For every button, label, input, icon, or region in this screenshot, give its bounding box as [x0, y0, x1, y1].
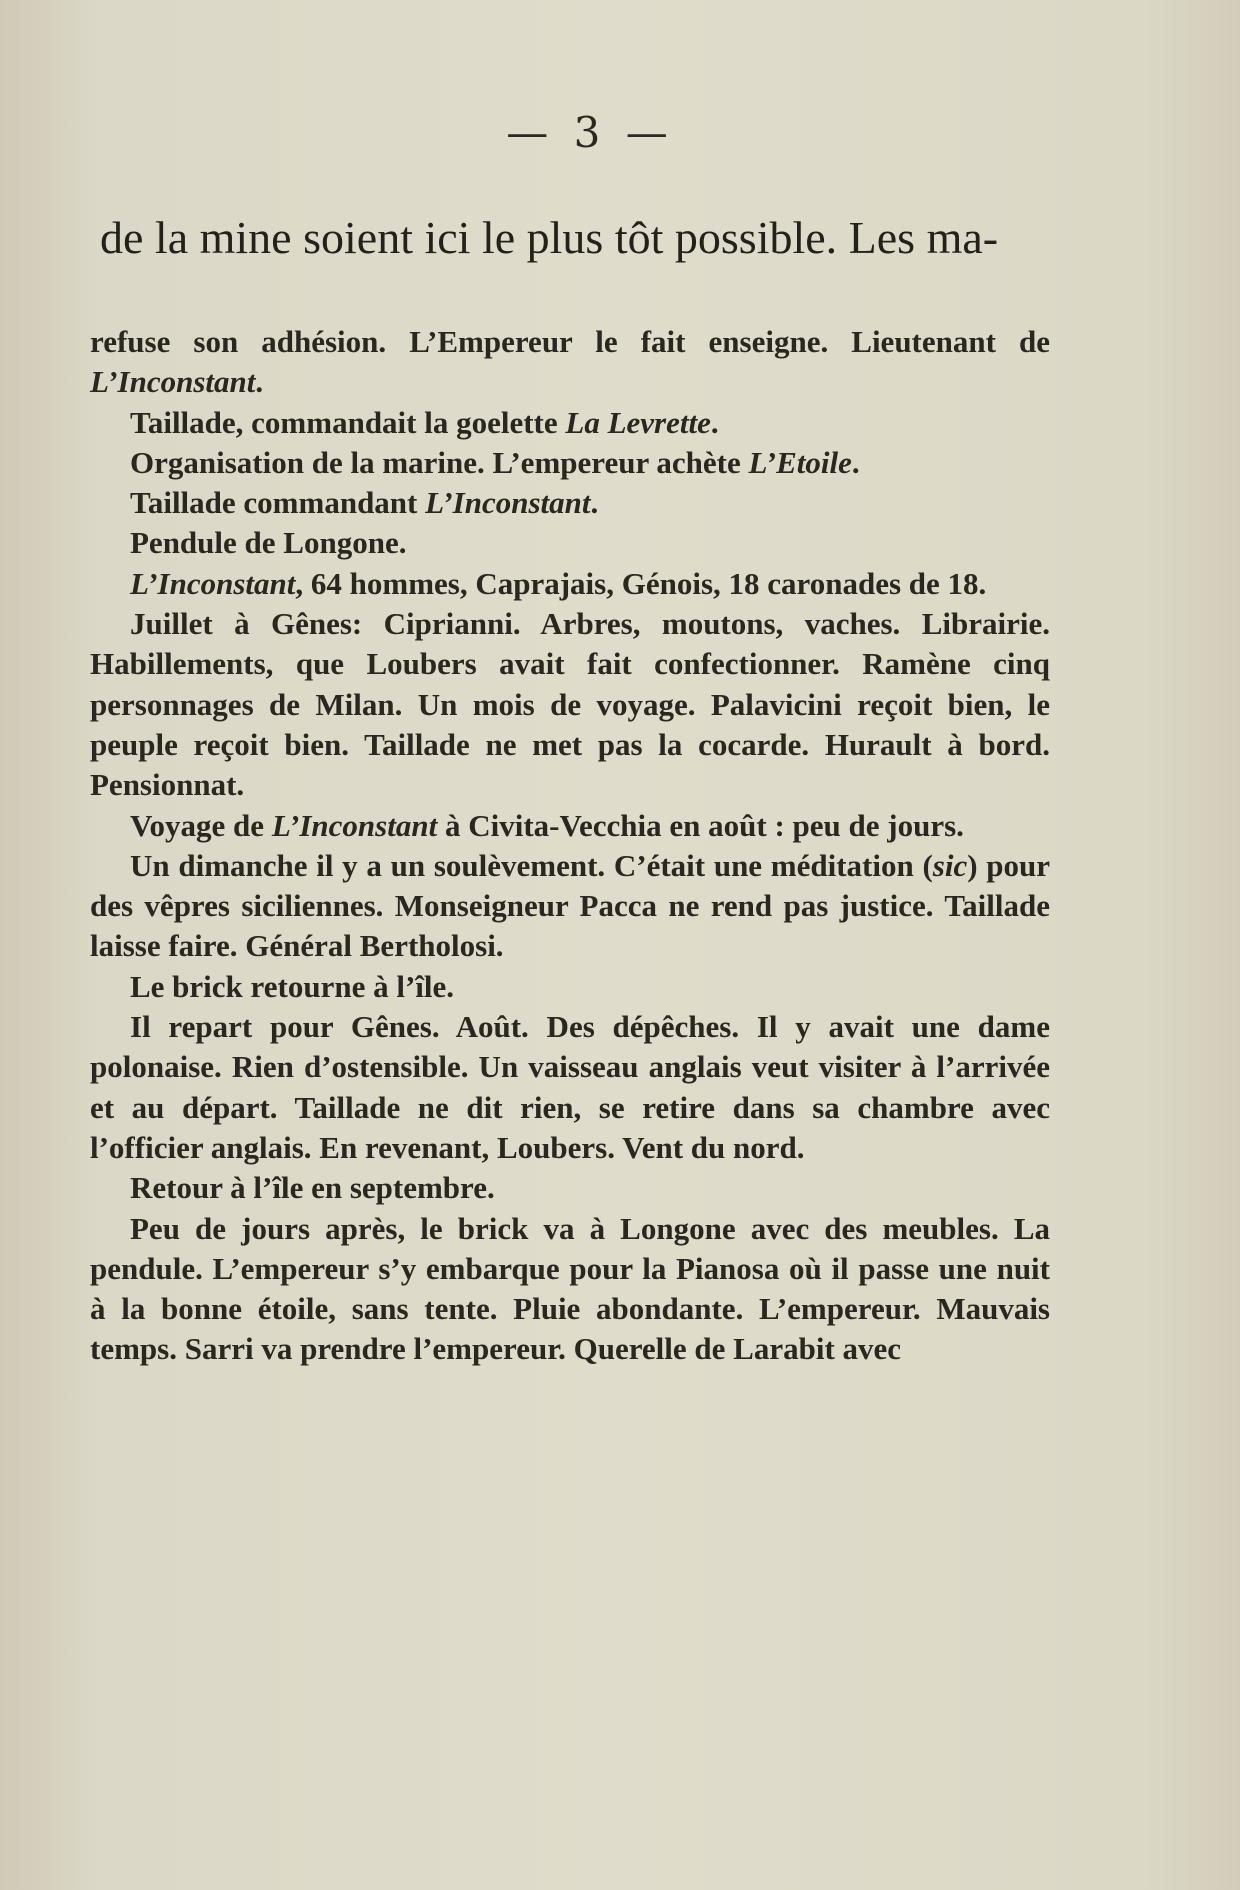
italic-text: L’Inconstant: [425, 485, 591, 521]
paragraph: [90, 1168, 1050, 1208]
italic-text: L’Inconstant: [130, 565, 296, 601]
paragraph: [90, 322, 1050, 403]
paragraph: [90, 523, 1050, 563]
text-segment: .: [255, 364, 264, 400]
paragraph: [90, 846, 1050, 967]
text-segment: .: [590, 485, 599, 521]
page-number: — 3 —: [506, 108, 674, 157]
paragraph: [90, 483, 1050, 523]
paragraph: [90, 1007, 1050, 1168]
text-segment: Juillet à Gênes: Ciprianni. Arbres, moutons, vaches. Librairie. Habillements, que Loubers avait fait confectionner. Ramène cinq personnages de Milan. Un mois de voyage. Palavicini reçoit bien, le peuple reçoit bien. Taillade ne met pas la cocarde. Hurault à bord. Pensionnat.: [90, 606, 1050, 803]
italic-text: L’Inconstant: [90, 364, 256, 400]
body-text: [90, 322, 1050, 1370]
paragraph: [90, 967, 1050, 1007]
text-segment: .: [710, 404, 719, 440]
first-text-line: de la mine soient ici le plus tôt possible. Les ma-: [100, 212, 999, 263]
italic-text: La Levrette: [565, 404, 711, 440]
paragraph: [90, 604, 1050, 805]
text-segment: .: [851, 444, 860, 480]
text-segment: Un dimanche il y a un soulèvement. C’était une méditation (: [130, 847, 933, 883]
text-segment: Retour à l’île en septembre.: [130, 1170, 495, 1206]
text-segment: , 64 hommes, Caprajais, Génois, 18 caronades de 18.: [295, 565, 987, 601]
text-segment: ) pour des vêpres siciliennes. Monseigneur Pacca ne rend pas justice. Taillade laisse faire. Général Bertholosi.: [90, 847, 1050, 964]
paragraph: [90, 443, 1050, 483]
text-segment: refuse son adhésion. L’Empereur le fait enseigne. Lieutenant de: [90, 324, 1050, 359]
text-segment: Il repart pour Gênes. Août. Des dépêches. Il y avait une dame polonaise. Rien d’ostensible. Un vaisseau anglais veut visiter à l’arrivée et au départ. Taillade ne dit rien, se retire dans sa chambre avec l’officier anglais. En revenant, Loubers. Vent du nord.: [90, 1009, 1050, 1165]
text-segment: Taillade commandant: [130, 485, 426, 521]
text-segment: Taillade, commandait la goelette: [130, 404, 566, 440]
text-segment: à Civita-Vecchia en août : peu de jours.: [437, 807, 964, 843]
italic-text: sic: [932, 847, 968, 883]
text-segment: Peu de jours après, le brick va à Longone avec des meubles. La pendule. L’empereur s’y embarque pour la Pianosa où il passe une nuit à la bonne étoile, sans tente. Pluie abondante. L’empereur. Mauvais temps. Sarri va prendre l’empereur. Querelle de Larabit avec: [90, 1210, 1050, 1367]
text-segment: Le brick retourne à l’île.: [130, 968, 455, 1004]
text-segment: Organisation de la marine. L’empereur achète: [130, 444, 749, 480]
italic-text: L’Etoile: [748, 444, 852, 480]
text-segment: Pendule de Longone.: [130, 525, 407, 561]
text-segment: Voyage de: [130, 807, 272, 843]
paragraph: [90, 1209, 1050, 1370]
italic-text: L’Inconstant: [271, 807, 438, 843]
paragraph: [90, 403, 1050, 443]
paragraph: [90, 564, 1050, 604]
paragraph: [90, 806, 1050, 846]
